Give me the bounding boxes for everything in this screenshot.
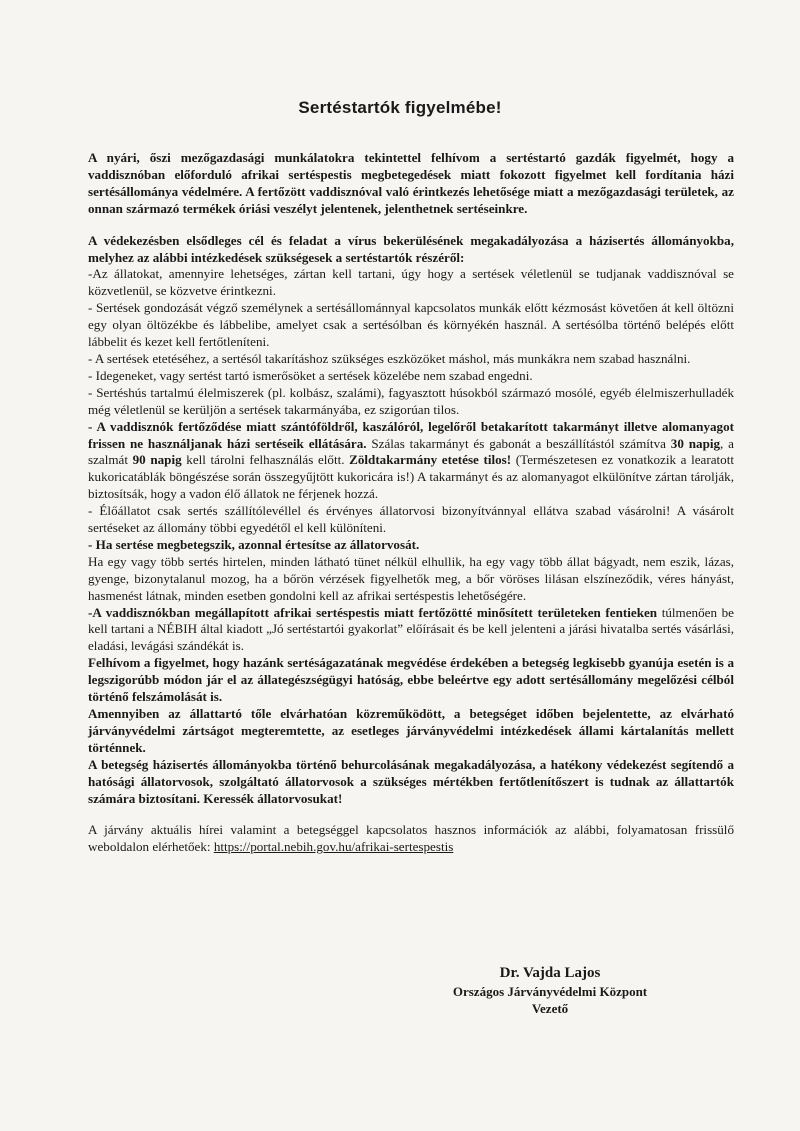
goal-paragraph: A védekezésben elsődleges cél és feladat a vírus bekerülésének megakadályozása a házisertés állományokba, melyhez az alábbi intézkedések szükségesek a sertéstartók részéről: xyxy=(88,232,734,265)
info-paragraph xyxy=(88,822,734,856)
measure-item-5: - Sertéshús tartalmú élelmiszerek (pl. kolbász, szalámi), fagyasztott húsokból származó mosólé, egyéb élelmiszerhulladék még véletlenül se kerüljön a sertések takarmányába, ez szigorúan tilos. xyxy=(88,384,734,417)
document-title: Sertéstartók figyelmébe! xyxy=(298,98,502,117)
measure-9-bold: -A vaddisznókban megállapított afrikai sertéspestis miatt fertőzötté minősített területeken fentieken xyxy=(88,604,658,620)
compensation-paragraph: Amennyiben az állattartó tőle elvárhatóan közreműködött, a betegséget időben bejelentette, az elvárható járványvédelmi zártságot megteremtette, az esetleges járványvédelmi intézkedések állami kártalanítás mellett történnek. xyxy=(88,706,734,755)
measure-6-text-c: kell tárolni felhasználás előtt. xyxy=(181,452,350,468)
measure-6-bold-green-feed: Zöldtakarmány etetése tilos! xyxy=(349,452,512,468)
measure-item-1: -Az állatokat, amennyire lehetséges, zártan kell tartani, úgy hogy a sertések véletlenül se tudjanak vaddisznóval se közvetlenül, se közvetve érintkezni. xyxy=(88,266,734,299)
signature-block xyxy=(380,963,720,1017)
measure-item-2: - Sertések gondozását végző személynek a sertésállománnyal kapcsolatos munkák előtt kézmosást követően át kell öltözni egy olyan öltözékbe és lábbelibe, amelyet csak a sertésólban és környékén használ. A sertésólba történő belépés előtt lábbelit és kezet kell fertőtleníteni. xyxy=(88,300,734,350)
measure-6-bold: - A vaddisznók fertőződése miatt szántóföldről, kaszálóról, legelőről betakarított takarmányt illetve alomanyagot frissen ne használjanak házi sertéseik ellátására. xyxy=(88,418,734,451)
measure-item-9 xyxy=(88,605,734,656)
measure-6-days-straw: 90 napig xyxy=(132,452,182,468)
signer-name: Dr. Vajda Lajos xyxy=(499,965,601,981)
paragraph-gap xyxy=(88,807,734,822)
measure-item-6 xyxy=(88,419,734,504)
measure-item-4: - Idegeneket, vagy sertést tartó ismerősöket a sertések közelébe nem szabad engedni. xyxy=(88,367,533,383)
info-link[interactable]: https://portal.nebih.gov.hu/afrikai-sertespestis xyxy=(213,839,454,855)
measure-6-days-grain: 30 napig xyxy=(670,435,721,451)
disinfectant-paragraph: A betegség házisertés állományokba történő behurcolásának megakadályozása, a hatékony védekezést segítendő a hatósági állatorvosok, szolgáltató állatorvosok a szükséges mértékben fertőtlenítőszert is tudnak az állattartók számára biztosítani. Keressék állatorvosukat! xyxy=(88,756,734,806)
measure-9-text: túlmenően be kell tartani a NÉBIH által kiadott „Jó sertéstartói gyakorlat” előírásait és be kell jelenteni a járási hivatalba sertés vásárlási, eladási, levágási szándékát is. xyxy=(88,604,734,654)
measure-6-text-a: Szálas takarmányt és gabonát a beszállítástól számítva xyxy=(366,435,671,451)
measure-item-3: - A sertések etetéséhez, a sertésól takarításhoz szükséges eszközöket máshol, más munkákra nem szabad használni. xyxy=(88,350,691,366)
info-text: A járvány aktuális hírei valamint a betegséggel kapcsolatos hasznos információk az alábbi, folyamatosan frissülő weboldalon elérhetőek: xyxy=(88,822,734,855)
notice-paragraph: Felhívom a figyelmet, hogy hazánk sertéságazatának megvédése érdekében a betegség legkisebb gyanúja esetén is a legszigorúbb módon jár el az állategészségügyi hatóság, ebbe beleértve egy adott sertésállomány megelőzési célból történő felszámolását is. xyxy=(88,655,734,705)
measure-6-text-b: , a szalmát xyxy=(88,435,734,468)
document-body xyxy=(88,150,734,856)
measure-item-8-heading: - Ha sertése megbetegszik, azonnal értesítse az állatorvosát. xyxy=(88,536,420,552)
measure-item-7: - Élőállatot csak sertés szállítólevéllel és érvényes állatorvosi bizonyítvánnyal ellátva szabad vásárolni! A vásárolt sertéseket az állomány többi egyedétől el kell különíteni. xyxy=(88,503,734,536)
measure-6-text-d: (Természetesen ez vonatkozik a learatott kukoricatáblák böngészése során összegyűjtött kukoricára is!) A takarmányt és az alomanyagot elkülönítve zártan tárolják, biztosítsák, hogy a vadon élő állatok ne férjenek hozzá. xyxy=(88,452,734,502)
intro-paragraph: A nyári, őszi mezőgazdasági munkálatokra tekintettel felhívom a sertéstartó gazdák figyelmét, hogy a vaddisznóban előforduló afrikai sertéspestis megbetegedések miatt fokozott figyelmet kell fordítania házi sertésállománya védelmére. A fertőzött vaddisznóval való érintkezés lehetősége miatt a mezőgazdasági területek, az onnan származó termékek óriási veszélyt jelentenek, jelenthetnek sertéseinkre. xyxy=(88,150,734,216)
measure-item-8-text: Ha egy vagy több sertés hirtelen, minden látható tünet nélkül elhullik, ha egy vagy több állat bágyadt, nem eszik, lázas, gyenge, bizonytalanul mozog, ha a bőrön vérzések figyelhetők meg, a bőr vöröses lilásan elszíneződik, véres hányást, hasmenést látnak, minden esetben gondolni kell az afrikai sertéspestis lehetőségére. xyxy=(88,553,734,603)
signer-role: Vezető xyxy=(531,1001,569,1016)
signer-organization: Országos Járványvédelmi Központ xyxy=(452,984,648,999)
paragraph-gap xyxy=(88,218,734,233)
